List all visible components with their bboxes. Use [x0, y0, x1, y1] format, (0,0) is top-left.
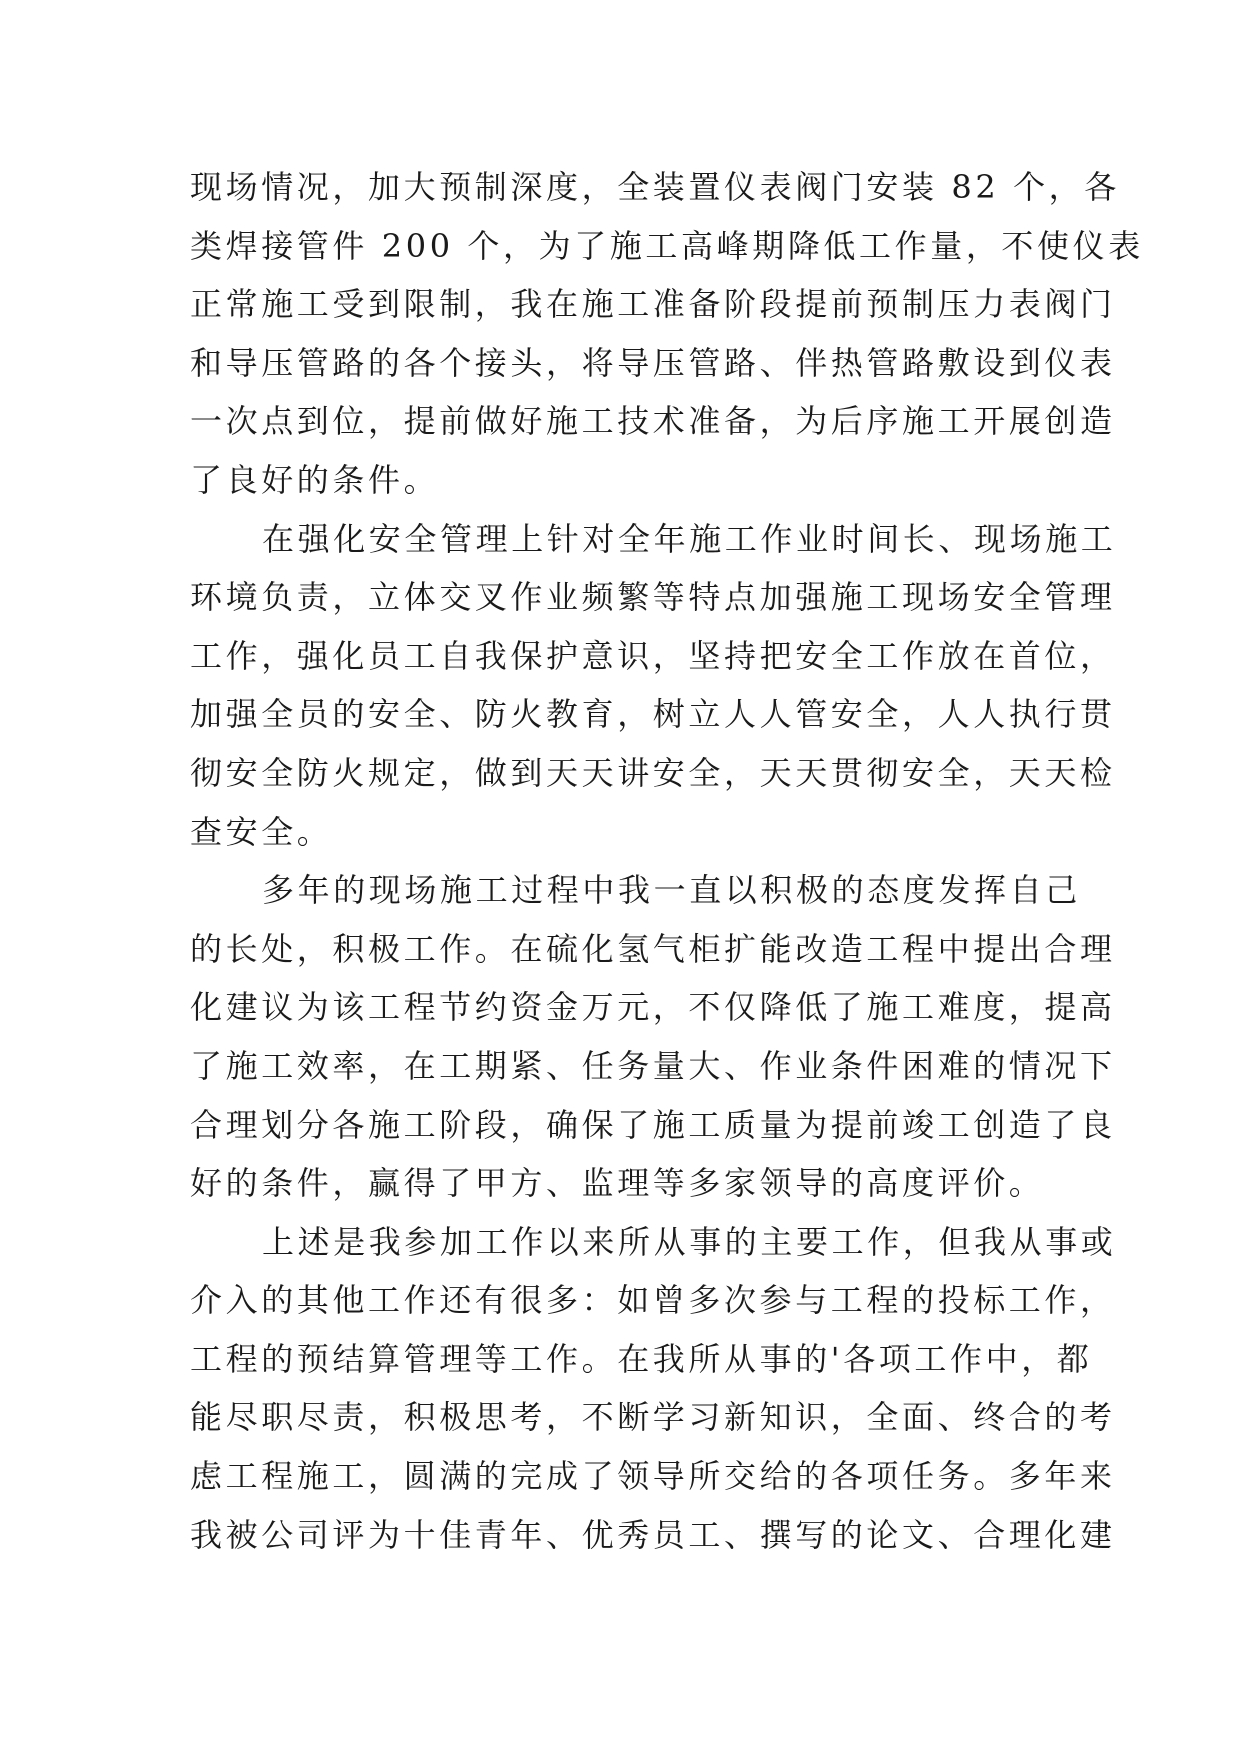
paragraph-4-line-4: 能尽职尽责，积极思考，不断学习新知识，全面、终合的考: [190, 1398, 1116, 1437]
paragraph-1-line-5: 一次点到位，提前做好施工技术准备，为后序施工开展创造: [190, 402, 1116, 441]
paragraph-1-line-4: 和导压管路的各个接头，将导压管路、伴热管路敷设到仪表: [190, 343, 1116, 382]
paragraph-4-line-1: 上述是我参加工作以来所从事的主要工作，但我从事或: [262, 1222, 1117, 1261]
paragraph-4-line-3: 工程的预结算管理等工作。在我所从事的'各项工作中，都: [190, 1339, 1093, 1378]
paragraph-1-line-1: 现场情况，加大预制深度，全装置仪表阀门安装 82 个，各: [190, 168, 1120, 206]
paragraph-3-line-1: 多年的现场施工过程中我一直以积极的态度发挥自己: [262, 871, 1081, 910]
paragraph-2-line-4: 加强全员的安全、防火教育，树立人人管安全，人人执行贯: [190, 695, 1116, 734]
paragraph-4-line-6: 我被公司评为十佳青年、优秀员工、撰写的论文、合理化建: [190, 1515, 1116, 1554]
paragraph-2-line-6: 查安全。: [190, 812, 333, 851]
paragraph-2-line-2: 环境负责，立体交叉作业频繁等特点加强施工现场安全管理: [190, 578, 1116, 617]
paragraph-1-line-3: 正常施工受到限制，我在施工准备阶段提前预制压力表阀门: [190, 285, 1116, 324]
paragraph-3-line-5: 合理划分各施工阶段，确保了施工质量为提前竣工创造了良: [190, 1105, 1116, 1144]
body-text: [190, 158, 1144, 1564]
paragraph-3-line-4: 了施工效率，在工期紧、任务量大、作业条件困难的情况下: [190, 1046, 1116, 1085]
paragraph-2-line-1: 在强化安全管理上针对全年施工作业时间长、现场施工: [262, 519, 1117, 558]
paragraph-3-line-6: 好的条件，赢得了甲方、监理等多家领导的高度评价。: [190, 1164, 1045, 1203]
paragraph-3-line-3: 化建议为该工程节约资金万元，不仅降低了施工难度，提高: [190, 988, 1116, 1027]
paragraph-4-line-2: 介入的其他工作还有很多：如曾多次参与工程的投标工作，: [190, 1281, 1116, 1320]
paragraph-1-line-2: 类焊接管件 200 个，为了施工高峰期降低工作量，不使仪表: [190, 226, 1144, 265]
paragraph-4-line-5: 虑工程施工，圆满的完成了领导所交给的各项任务。多年来: [190, 1457, 1116, 1496]
paragraph-2-line-5: 彻安全防火规定，做到天天讲安全，天天贯彻安全，天天检: [190, 753, 1116, 792]
paragraph-2-line-3: 工作，强化员工自我保护意识，坚持把安全工作放在首位，: [190, 636, 1116, 675]
paragraph-3-line-2: 的长处，积极工作。在硫化氢气柜扩能改造工程中提出合理: [190, 929, 1116, 968]
paragraph-1-line-6: 了良好的条件。: [190, 460, 440, 499]
